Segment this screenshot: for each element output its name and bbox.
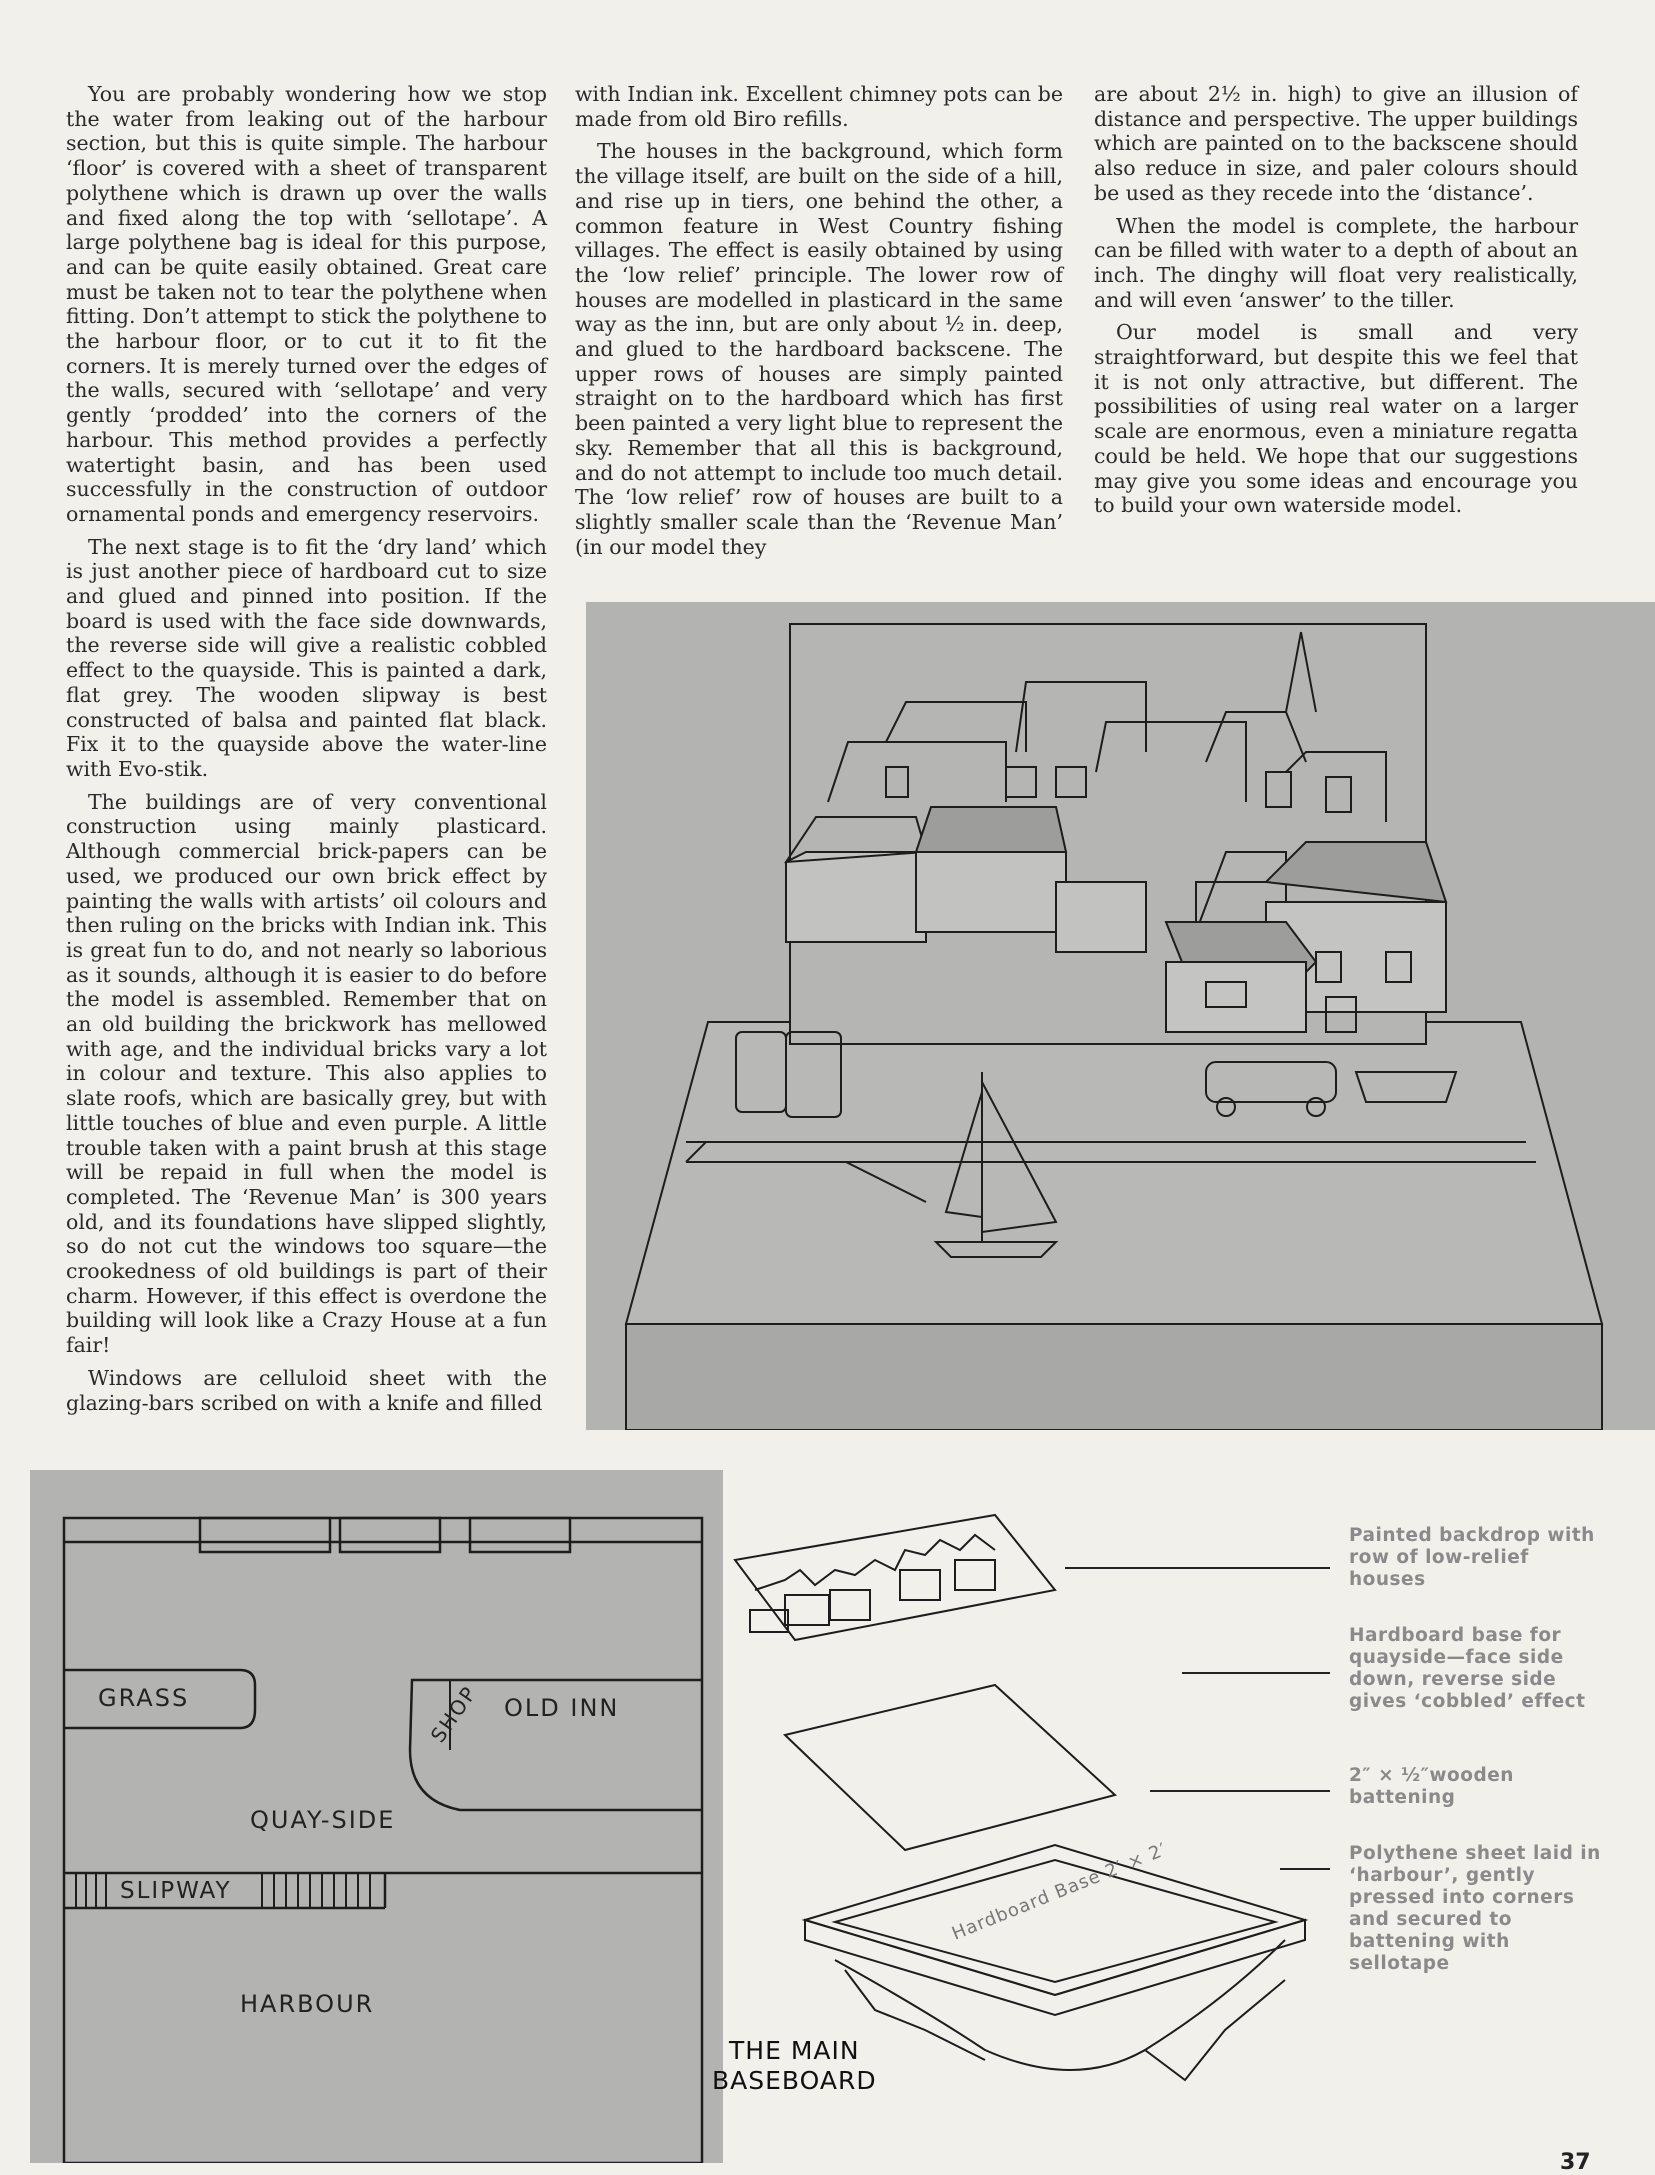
leader-line <box>1280 1868 1330 1870</box>
paragraph: When the model is complete, the harbour can be filled with water to a depth of about an inch. The dinghy will float very realistically, and will even ‘answer’ to the tiller. <box>1094 213 1578 312</box>
paragraph: Windows are celluloid sheet with the glazing-bars scribed on with a knife and filled <box>66 1365 547 1415</box>
leader-line <box>1065 1567 1330 1569</box>
plan-label-harbour: HARBOUR <box>240 1990 375 2018</box>
page-number: 37 <box>1560 2150 1591 2175</box>
label-polythene-sheet: Polythene sheet laid in ‘harbour’, gently pressed into corners and secured to battening with sellotape <box>1349 1843 1601 1974</box>
plan-label-slipway: SLIPWAY <box>120 1878 232 1904</box>
label-painted-backdrop: Painted backdrop with row of low-relief houses <box>1349 1525 1595 1590</box>
paragraph: The next stage is to fit the ‘dry land’ which is just another piece of hardboard cut to size and glued and pinned into position. If the board is used with the face side downwards, the reverse side will give a realistic cobbled effect to the quayside. This is painted a dark, flat grey. The wooden slipway is best constructed of balsa and painted flat black. Fix it to the quayside above the water-line with Evo-stik. <box>66 534 547 781</box>
plan-label-quayside: QUAY-SIDE <box>250 1806 396 1834</box>
paragraph: are about 2½ in. high) to give an illusion of distance and perspective. The upper buildings which are painted on to the backscene should also reduce in size, and paler colours should be used as they recede into the ‘distance’. <box>1094 82 1578 205</box>
label-wooden-battening: 2″ × ½″wooden battening <box>1349 1765 1514 1808</box>
leader-line <box>1182 1672 1330 1674</box>
paragraph: You are probably wondering how we stop the water from leaking out of the harbour section, but this is quite simple. The harbour ‘floor’ is covered with a sheet of transparent polythene which is drawn up over the walls and fixed along the top with ‘sellotape’. A large polythene bag is ideal for this purpose, and can be quite easily obtained. Great care must be taken not to tear the polythene when fitting. Don’t attempt to stick the polythene to the harbour floor, or to cut it to fit the corners. It is merely turned over the edges of the walls, secured with ‘sellotape’ and very gently ‘prodded’ into the corners of the harbour. This method provides a perfectly watertight basin, and has been used successfully in the construction of outdoor ornamental ponds and emergency reservoirs. <box>66 82 547 526</box>
paragraph: The buildings are of very conventional construction using mainly plasticard. Although commercial brick-papers can be used, we produced our own brick effect by painting the walls with artists’ oil colours and then ruling on the bricks with Indian ink. This is great fun to do, and not nearly so laborious as it sounds, although it is easier to do before the model is assembled. Remember that on an old building the brickwork has mellowed with age, and the individual bricks vary a lot in colour and texture. This also applies to slate roofs, which are basically grey, but with little touches of blue and even purple. A little trouble taken with a paint brush at this stage will be repaid in full when the model is completed. The ‘Revenue Man’ is 300 years old, and its foundations have slipped slightly, so do not cut the windows too square—the crookedness of old buildings is part of their charm. However, if this effect is overdone the building will look like a Crazy House at a fun fair! <box>66 789 547 1358</box>
caption-line-1: THE MAIN <box>729 2036 860 2065</box>
leader-line <box>1150 1790 1330 1792</box>
text-column-3 <box>1094 82 1578 526</box>
text-column-2 <box>575 82 1063 567</box>
caption-line-2: BASEBOARD <box>712 2066 877 2095</box>
harbour-model-illustration <box>586 602 1655 1430</box>
diagram-caption <box>712 2036 877 2096</box>
plan-label-old-inn: OLD INN <box>504 1694 620 1722</box>
plan-label-shop: SHOP <box>425 1681 482 1747</box>
text-column-1 <box>66 82 547 1423</box>
harbour-sketch <box>586 602 1655 1430</box>
paragraph: with Indian ink. Excellent chimney pots can be made from old Biro refills. <box>575 82 1063 131</box>
layout-plan <box>30 1470 723 2163</box>
label-hardboard-base: Hardboard base for quayside—face side down, reverse side gives ‘cobbled’ effect <box>1349 1625 1586 1712</box>
paragraph: The houses in the background, which form the village itself, are built on the side of a hill, and rise up in tiers, one behind the other, a common feature in West Country fishing villages. The effect is easily obtained by using the ‘low relief’ principle. The lower row of houses are modelled in plasticard in the same way as the inn, but are only about ½ in. deep, and glued to the hardboard backscene. The upper rows of houses are simply painted straight on to the hardboard which has first been painted a very light blue to represent the sky. Remember that all this is background, and do not attempt to include too much detail. The ‘low relief’ row of houses are built to a slightly smaller scale than the ‘Revenue Man’ (in our model they <box>575 139 1063 559</box>
plan-label-grass: GRASS <box>98 1684 190 1712</box>
hardboard-base-label: Hardboard Base 2′ × 2′ <box>949 1839 1171 1945</box>
paragraph: Our model is small and very straightforward, but despite this we feel that it is not only attractive, but different. The possibilities of using real water on a larger scale are enormous, even a miniature regatta could be held. We hope that our suggestions may give you some ideas and encourage you to build your own waterside model. <box>1094 320 1578 518</box>
